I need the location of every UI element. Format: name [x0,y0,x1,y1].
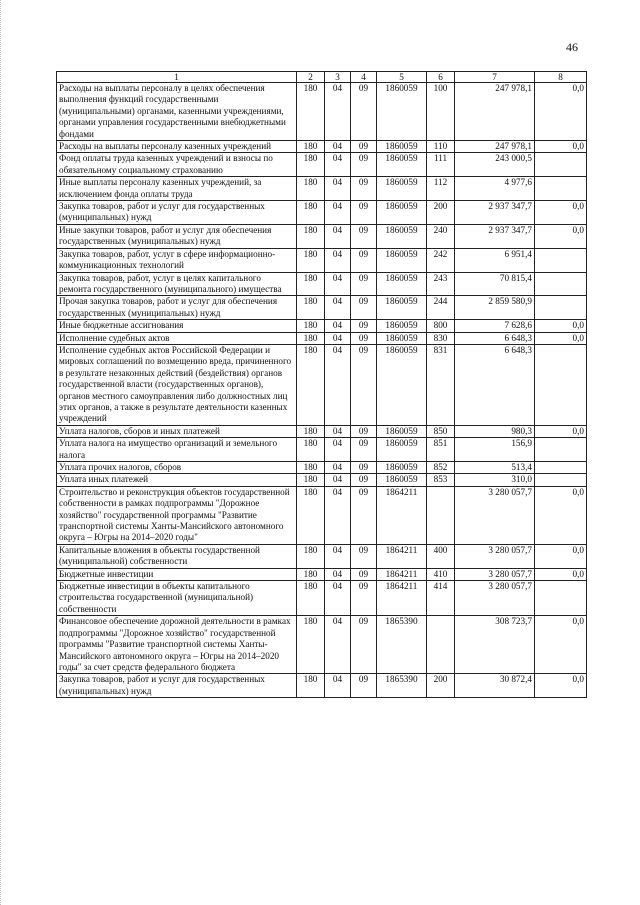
table-row [57,153,587,177]
subsection-code-cell: 09 [351,83,377,141]
expense-type-cell: 850 [427,425,455,437]
expense-name-cell: Закупка товаров, работ, услуг в целях капитального ремонта государственного (муниципального) имущества [57,272,297,296]
amount-cell: 310,0 [455,474,535,486]
amount-cell: 7 628,6 [455,320,535,332]
subsection-code-cell: 09 [351,474,377,486]
target-article-cell: 1865390 [377,674,427,698]
amount-extra-cell [535,296,587,320]
expense-name-cell: Исполнение судебных актов [57,332,297,344]
subsection-code-cell: 09 [351,486,377,544]
section-code-cell: 04 [325,674,351,698]
expense-type-cell: 851 [427,438,455,462]
section-code-cell: 04 [325,332,351,344]
table-row [57,425,587,437]
column-header: 6 [427,72,455,83]
expense-type-cell: 853 [427,474,455,486]
amount-cell: 308 723,7 [455,616,535,674]
expense-type-cell: 100 [427,83,455,141]
expense-name-cell: Финансовое обеспечение дорожной деятельности в рамках подпрограммы "Дорожное хозяйство" государственной программы "Развитие транспортной системы Ханты-Мансийского автономного округа – Югры на 2014–2020 годы" за счет средств федерального бюджета [57,616,297,674]
table-row [57,272,587,296]
expense-type-cell: 111 [427,153,455,177]
table-row [57,177,587,201]
section-code-cell: 04 [325,344,351,425]
expense-name-cell: Исполнение судебных актов Российской Федерации и мировых соглашений по возмещению вреда, причиненного в результате незаконных действий (бездействия) органов государственной власти (государственных органов), органов местного самоуправления либо должностных лиц этих органов, а также в результате деятельности казенных учреждений [57,344,297,425]
expense-type-cell: 242 [427,248,455,272]
amount-extra-cell: 0,0 [535,201,587,225]
amount-extra-cell: 0,0 [535,544,587,568]
section-code-cell: 04 [325,425,351,437]
expense-type-cell: 243 [427,272,455,296]
section-code-cell: 04 [325,83,351,141]
amount-cell: 2 937 347,7 [455,201,535,225]
ministry-code-cell: 180 [297,83,325,141]
table-row [57,296,587,320]
expense-type-cell: 410 [427,568,455,580]
subsection-code-cell: 09 [351,438,377,462]
amount-cell: 4 977,6 [455,177,535,201]
target-article-cell: 1860059 [377,83,427,141]
amount-extra-cell [535,344,587,425]
header-row [57,72,587,83]
table-row [57,224,587,248]
section-code-cell: 04 [325,616,351,674]
ministry-code-cell: 180 [297,320,325,332]
expense-type-cell [427,486,455,544]
section-code-cell: 04 [325,296,351,320]
expense-name-cell: Прочая закупка товаров, работ и услуг для обеспечения государственных (муниципальных) нужд [57,296,297,320]
table-row [57,438,587,462]
amount-cell: 3 280 057,7 [455,568,535,580]
target-article-cell: 1860059 [377,201,427,225]
table-row [57,616,587,674]
table-row [57,141,587,153]
ministry-code-cell: 180 [297,438,325,462]
subsection-code-cell: 09 [351,153,377,177]
amount-cell: 2 937 347,7 [455,224,535,248]
target-article-cell: 1860059 [377,462,427,474]
section-code-cell: 04 [325,462,351,474]
subsection-code-cell: 09 [351,581,377,616]
section-code-cell: 04 [325,272,351,296]
expense-name-cell: Уплата налога на имущество организаций и земельного налога [57,438,297,462]
expense-name-cell: Уплата иных платежей [57,474,297,486]
table-row [57,332,587,344]
page-number: 46 [566,40,578,54]
table-row [57,201,587,225]
target-article-cell: 1860059 [377,224,427,248]
expense-name-cell: Расходы на выплаты персоналу в целях обеспечения выполнения функций государственными (муниципальными) органами, казенными учреждениями, органами управления государственными внебюджетными фондами [57,83,297,141]
ministry-code-cell: 180 [297,462,325,474]
subsection-code-cell: 09 [351,320,377,332]
target-article-cell: 1860059 [377,272,427,296]
table-row [57,248,587,272]
expense-type-cell: 200 [427,201,455,225]
ministry-code-cell: 180 [297,224,325,248]
expense-type-cell: 110 [427,141,455,153]
expense-type-cell: 800 [427,320,455,332]
ministry-code-cell: 180 [297,616,325,674]
expense-type-cell: 830 [427,332,455,344]
amount-cell: 247 978,1 [455,83,535,141]
amount-extra-cell: 0,0 [535,141,587,153]
amount-cell: 3 280 057,7 [455,486,535,544]
section-code-cell: 04 [325,581,351,616]
section-code-cell: 04 [325,568,351,580]
subsection-code-cell: 09 [351,332,377,344]
amount-extra-cell: 0,0 [535,674,587,698]
section-code-cell: 04 [325,544,351,568]
expense-type-cell [427,616,455,674]
column-header: 4 [351,72,377,83]
table-row [57,581,587,616]
subsection-code-cell: 09 [351,141,377,153]
amount-extra-cell [535,581,587,616]
column-header: 1 [57,72,297,83]
ministry-code-cell: 180 [297,201,325,225]
expense-name-cell: Закупка товаров, работ и услуг для государственных (муниципальных) нужд [57,201,297,225]
subsection-code-cell: 09 [351,248,377,272]
expense-name-cell: Закупка товаров, работ и услуг для государственных (муниципальных) нужд [57,674,297,698]
amount-extra-cell: 0,0 [535,224,587,248]
subsection-code-cell: 09 [351,272,377,296]
expense-name-cell: Уплата налогов, сборов и иных платежей [57,425,297,437]
expense-type-cell: 200 [427,674,455,698]
amount-cell: 30 872,4 [455,674,535,698]
target-article-cell: 1864211 [377,581,427,616]
subsection-code-cell: 09 [351,344,377,425]
expense-type-cell: 400 [427,544,455,568]
subsection-code-cell: 09 [351,296,377,320]
expense-type-cell: 852 [427,462,455,474]
subsection-code-cell: 09 [351,224,377,248]
ministry-code-cell: 180 [297,544,325,568]
amount-extra-cell: 0,0 [535,320,587,332]
subsection-code-cell: 09 [351,425,377,437]
amount-extra-cell [535,438,587,462]
section-code-cell: 04 [325,320,351,332]
amount-extra-cell: 0,0 [535,425,587,437]
expense-type-cell: 414 [427,581,455,616]
amount-extra-cell [535,272,587,296]
expense-name-cell: Бюджетные инвестиции в объекты капитального строительства государственной (муниципальной) собственности [57,581,297,616]
expense-name-cell: Иные выплаты персоналу казенных учреждений, за исключением фонда оплаты труда [57,177,297,201]
amount-extra-cell [535,462,587,474]
expense-type-cell: 244 [427,296,455,320]
ministry-code-cell: 180 [297,177,325,201]
subsection-code-cell: 09 [351,201,377,225]
target-article-cell: 1860059 [377,332,427,344]
amount-extra-cell [535,248,587,272]
table-row [57,344,587,425]
amount-cell: 6 648,3 [455,344,535,425]
ministry-code-cell: 180 [297,568,325,580]
expense-name-cell: Строительство и реконструкция объектов государственной собственности в рамках подпрограммы "Дорожное хозяйство" государственной программы "Развитие транспортной системы Ханты-Мансийского автономного округа – Югры на 2014–2020 годы" [57,486,297,544]
section-code-cell: 04 [325,201,351,225]
table-row [57,568,587,580]
target-article-cell: 1860059 [377,141,427,153]
subsection-code-cell: 09 [351,616,377,674]
amount-cell: 3 280 057,7 [455,544,535,568]
amount-cell: 243 000,5 [455,153,535,177]
target-article-cell: 1860059 [377,296,427,320]
table-row [57,674,587,698]
section-code-cell: 04 [325,248,351,272]
amount-cell: 980,3 [455,425,535,437]
subsection-code-cell: 09 [351,674,377,698]
ministry-code-cell: 180 [297,674,325,698]
subsection-code-cell: 09 [351,568,377,580]
ministry-code-cell: 180 [297,153,325,177]
table-row [57,83,587,141]
section-code-cell: 04 [325,153,351,177]
table-row [57,462,587,474]
section-code-cell: 04 [325,224,351,248]
column-header: 7 [455,72,535,83]
target-article-cell: 1860059 [377,344,427,425]
target-article-cell: 1864211 [377,486,427,544]
amount-cell: 6 951,4 [455,248,535,272]
section-code-cell: 04 [325,486,351,544]
amount-extra-cell: 0,0 [535,332,587,344]
target-article-cell: 1860059 [377,320,427,332]
expense-name-cell: Фонд оплаты труда казенных учреждений и взносы по обязательному социальному страхованию [57,153,297,177]
amount-cell: 156,9 [455,438,535,462]
subsection-code-cell: 09 [351,544,377,568]
ministry-code-cell: 180 [297,474,325,486]
amount-extra-cell: 0,0 [535,83,587,141]
target-article-cell: 1860059 [377,153,427,177]
target-article-cell: 1860059 [377,248,427,272]
target-article-cell: 1860059 [377,438,427,462]
column-header: 5 [377,72,427,83]
ministry-code-cell: 180 [297,296,325,320]
amount-extra-cell: 0,0 [535,486,587,544]
target-article-cell: 1865390 [377,616,427,674]
ministry-code-cell: 180 [297,486,325,544]
amount-extra-cell [535,153,587,177]
expense-name-cell: Расходы на выплаты персоналу казенных учреждений [57,141,297,153]
amount-cell: 70 815,4 [455,272,535,296]
table-row [57,544,587,568]
ministry-code-cell: 180 [297,344,325,425]
column-header: 3 [325,72,351,83]
target-article-cell: 1864211 [377,568,427,580]
amount-cell: 3 280 057,7 [455,581,535,616]
expense-name-cell: Уплата прочих налогов, сборов [57,462,297,474]
expense-name-cell: Иные бюджетные ассигнования [57,320,297,332]
amount-cell: 247 978,1 [455,141,535,153]
amount-extra-cell [535,177,587,201]
ministry-code-cell: 180 [297,141,325,153]
budget-table [56,71,587,698]
column-header: 8 [535,72,587,83]
expense-type-cell: 831 [427,344,455,425]
section-code-cell: 04 [325,141,351,153]
subsection-code-cell: 09 [351,177,377,201]
ministry-code-cell: 180 [297,272,325,296]
ministry-code-cell: 180 [297,425,325,437]
amount-extra-cell: 0,0 [535,616,587,674]
target-article-cell: 1860059 [377,474,427,486]
binding-edge [0,0,5,905]
expense-type-cell: 112 [427,177,455,201]
amount-extra-cell: 0,0 [535,568,587,580]
section-code-cell: 04 [325,177,351,201]
target-article-cell: 1860059 [377,425,427,437]
expense-type-cell: 240 [427,224,455,248]
expense-name-cell: Бюджетные инвестиции [57,568,297,580]
expense-name-cell: Закупка товаров, работ, услуг в сфере информационно-коммуникационных технологий [57,248,297,272]
expense-name-cell: Иные закупки товаров, работ и услуг для обеспечения государственных (муниципальных) нужд [57,224,297,248]
section-code-cell: 04 [325,474,351,486]
subsection-code-cell: 09 [351,462,377,474]
amount-extra-cell [535,474,587,486]
amount-cell: 2 859 580,9 [455,296,535,320]
section-code-cell: 04 [325,438,351,462]
ministry-code-cell: 180 [297,581,325,616]
ministry-code-cell: 180 [297,332,325,344]
table-row [57,320,587,332]
ministry-code-cell: 180 [297,248,325,272]
expense-name-cell: Капитальные вложения в объекты государственной (муниципальной) собственности [57,544,297,568]
table-row [57,486,587,544]
target-article-cell: 1864211 [377,544,427,568]
target-article-cell: 1860059 [377,177,427,201]
column-header: 2 [297,72,325,83]
table-row [57,474,587,486]
amount-cell: 6 648,3 [455,332,535,344]
amount-cell: 513,4 [455,462,535,474]
